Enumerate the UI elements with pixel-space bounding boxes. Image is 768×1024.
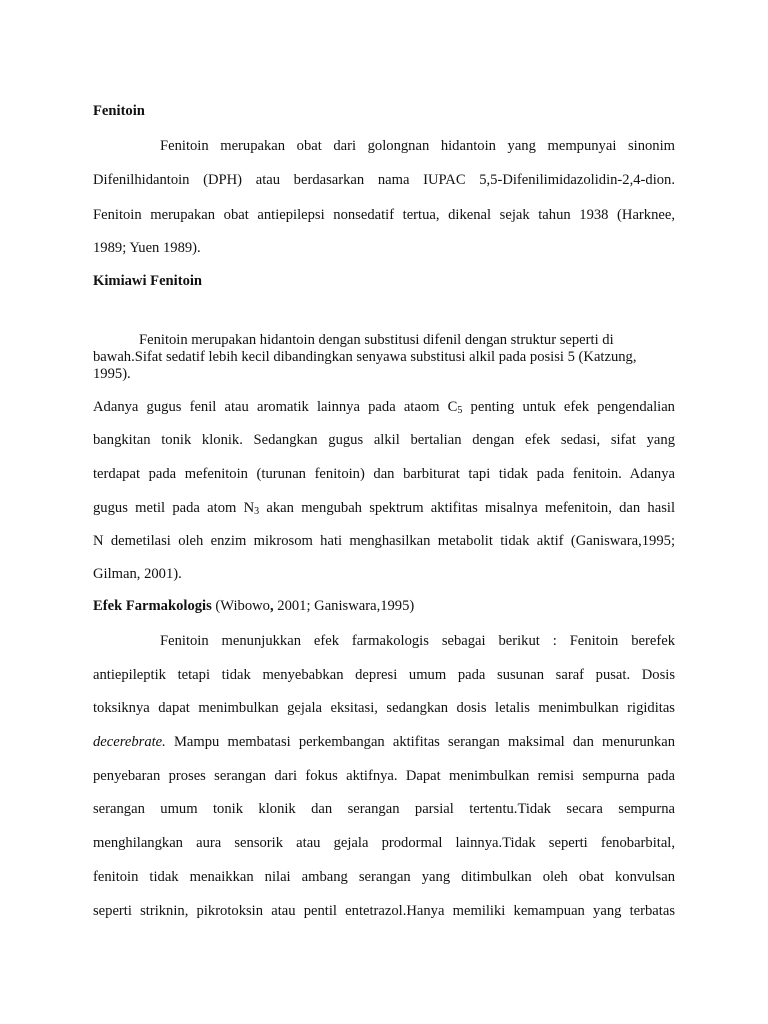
paragraph-line: menghilangkan aura sensorik atau gejala prodormal lainnya.Tidak seperti fenobarbital, [93, 835, 675, 851]
paragraph-line: Fenitoin merupakan hidantoin dengan substitusi difenil dengan struktur seperti di [139, 332, 614, 348]
paragraph-line: terdapat pada mefenitoin (turunan fenitoin) dan barbiturat tapi tidak pada fenitoin. Adanya [93, 466, 675, 482]
text-run: Adanya gugus fenil atau aromatik lainnya pada ataom C [93, 399, 458, 415]
paragraph-line: fenitoin tidak menaikkan nilai ambang serangan yang ditimbulkan oleh obat konvulsan [93, 869, 675, 885]
paragraph-line: serangan umum tonik klonik dan serangan parsial tertentu.Tidak secara sempurna [93, 801, 675, 817]
paragraph-line: N demetilasi oleh enzim mikrosom hati menghasilkan metabolit tidak aktif (Ganiswara,1995; [93, 533, 675, 549]
paragraph-line: Fenitoin menunjukkan efek farmakologis sebagai berikut : Fenitoin berefek [160, 633, 675, 649]
paragraph-line: 1989; Yuen 1989). [93, 240, 201, 256]
heading-citation: 2001; Ganiswara,1995) [273, 598, 415, 614]
paragraph-line: Fenitoin merupakan obat dari golongnan hidantoin yang mempunyai sinonim [160, 138, 675, 154]
text-run: penting untuk efek pengendalian [462, 399, 675, 415]
paragraph-line: antiepileptik tetapi tidak menyebabkan depresi umum pada susunan saraf pusat. Dosis [93, 667, 675, 683]
text-run: gugus metil pada atom N [93, 500, 255, 516]
paragraph-line: Gilman, 2001). [93, 566, 182, 582]
paragraph-line: bangkitan tonik klonik. Sedangkan gugus alkil bertalian dengan efek sedasi, sifat yang [93, 432, 675, 448]
paragraph-line: toksiknya dapat menimbulkan gejala eksitasi, sedangkan dosis letalis menimbulkan rigiditas [93, 700, 675, 716]
paragraph-line [93, 499, 675, 517]
subscript: 3 [254, 506, 260, 517]
paragraph-line: Difenilhidantoin (DPH) atau berdasarkan nama IUPAC 5,5-Difenilimidazolidin-2,4-dion. [93, 172, 675, 188]
paragraph-line: 1995). [93, 366, 131, 382]
paragraph-line: penyebaran proses serangan dari fokus aktifnya. Dapat menimbulkan remisi sempurna pada [93, 768, 675, 784]
subscript: 5 [457, 405, 463, 416]
heading-fenitoin: Fenitoin [93, 103, 145, 119]
heading-bold: Efek Farmakologis [93, 598, 212, 614]
paragraph-line [93, 398, 675, 416]
paragraph-line: Fenitoin merupakan obat antiepilepsi nonsedatif tertua, dikenal sejak tahun 1938 (Harknee, [93, 207, 675, 223]
text-run: akan mengubah spektrum aktifitas misalnya mefenitoin, dan hasil [259, 500, 675, 516]
paragraph-line: bawah.Sifat sedatif lebih kecil dibandingkan senyawa substitusi alkil pada posisi 5 (Katzung, [93, 349, 637, 365]
text-run: Mampu membatasi perkembangan aktifitas serangan maksimal dan menurunkan [165, 734, 675, 750]
heading-citation: (Wibowo [211, 598, 270, 614]
heading-kimiawi-fenitoin: Kimiawi Fenitoin [93, 273, 203, 289]
paragraph-line: seperti striknin, pikrotoksin atau pentil entetrazol.Hanya memiliki kemampuan yang terbatas [93, 903, 675, 919]
paragraph-line [93, 733, 675, 751]
italic-term: decerebrate. [93, 734, 166, 750]
heading-efek-farmakologis [93, 598, 414, 615]
heading-comma: , [269, 598, 274, 614]
